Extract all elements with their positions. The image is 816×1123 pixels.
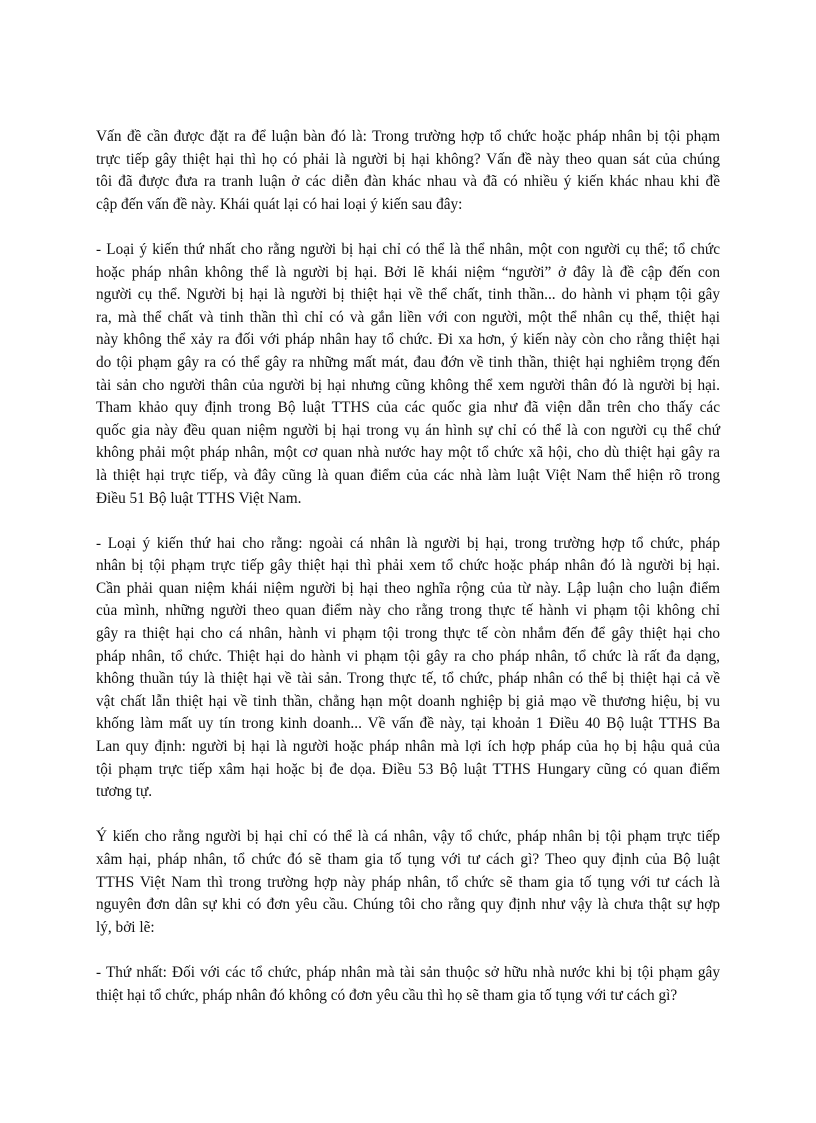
text-line: Cần phải quan niệm khái niệm người bị hại theo nghĩa rộng của từ này. Lập luận cho luận điểm [96, 579, 720, 597]
text-line: lý, bởi lẽ: [96, 918, 155, 936]
text-line: - Thứ nhất: Đối với các tổ chức, pháp nhân mà tài sản thuộc sở hữu nhà nước khi bị tội phạm gây [96, 963, 720, 981]
text-line: Ý kiến cho rằng người bị hại chỉ có thể là cá nhân, vậy tổ chức, pháp nhân bị tội phạm trực tiếp [96, 828, 720, 846]
text-line: vật chất lẫn thiệt hại về tinh thần, chẳng hạn một doanh nghiệp bị giả mạo về thương hiệu, bị vu [96, 692, 720, 710]
paragraph-intro [96, 126, 720, 216]
text-line: Tham khảo quy định trong Bộ luật TTHS của các quốc gia như đã viện dẫn trên cho thấy các [96, 399, 720, 417]
text-line: tội phạm trực tiếp xâm hại hoặc bị đe dọa. Điều 53 Bộ luật TTHS Hungary cũng có quan điểm [96, 760, 720, 778]
text-line: trực tiếp gây thiệt hại thì họ có phải là người bị hại không? Vấn đề này theo quan sát của chúng [96, 150, 720, 168]
text-line: nhân bị tội phạm trực tiếp gây thiệt hại thì phải xem tổ chức hoặc pháp nhân đó là người bị hại. [96, 557, 720, 575]
text-line: tương tự. [96, 783, 153, 801]
text-line: nguyên đơn dân sự khi có đơn yêu cầu. Chúng tôi cho rằng quy định như vậy là chưa thật sự hợp [96, 896, 720, 914]
text-line: xâm hại, pháp nhân, tổ chức đó sẽ tham gia tố tụng với tư cách gì? Theo quy định của Bộ luật [96, 851, 720, 868]
text-line: Điều 51 Bộ luật TTHS Việt Nam. [96, 489, 302, 507]
text-line: tôi đã được đưa ra tranh luận ở các diễn đàn khác nhau và đã có nhiều ý kiến khác nhau khi đề [96, 173, 720, 191]
text-line: pháp nhân, tổ chức. Thiệt hại do hành vi phạm tội gây ra cho pháp nhân, tổ chức là rất đa dạng, [96, 647, 720, 665]
text-line: do tội phạm gây ra có thể gây ra những mất mát, đau đớn về tinh thần, thiệt hại nghiêm trọng đến [96, 353, 720, 371]
text-line: hoặc pháp nhân không thể là người bị hại. Bởi lẽ khái niệm “người” ở đây là đề cập đến con [96, 263, 720, 281]
text-line: quốc gia này đều quan niệm người bị hại trong vụ án hình sự chỉ có thể là con người cụ thể chứ [96, 421, 720, 439]
paragraph-first-opinion [96, 239, 720, 510]
text-line: - Loại ý kiến thứ hai cho rằng: ngoài cá nhân là người bị hại, trong trường hợp tổ chức, pháp [96, 534, 720, 552]
text-line: Vấn đề cần được đặt ra để luận bàn đó là: Trong trường hợp tổ chức hoặc pháp nhân bị tội phạm [96, 128, 720, 145]
text-line: khống làm mất uy tín trong kinh doanh... Về vấn đề này, tại khoản 1 Điều 40 Bộ luật TTHS Ba [96, 715, 720, 733]
text-line: thiệt hại tổ chức, pháp nhân đó không có đơn yêu cầu thì họ sẽ tham gia tố tụng với tư cách gì? [96, 986, 678, 1004]
paragraph-second-opinion [96, 533, 720, 804]
text-line: này không thể xảy ra đối với pháp nhân hay tổ chức. Đi xa hơn, ý kiến này còn cho rằng thiệt hại [96, 331, 720, 349]
text-line: không phải một pháp nhân, một cơ quan nhà nước hay một tổ chức xã hội, cho dù thiệt hại gây ra [96, 444, 720, 462]
text-line: TTHS Việt Nam thì trong trường hợp này pháp nhân, tổ chức sẽ tham gia tố tụng với tư cách là [96, 873, 720, 891]
text-line: là thiệt hại trực tiếp, và đây cũng là quan điểm của các nhà làm luật Việt Nam thể hiện rõ trong [96, 466, 720, 484]
text-line: cập đến vấn đề này. Khái quát lại có hai loại ý kiến sau đây: [96, 195, 463, 213]
text-line: - Loại ý kiến thứ nhất cho rằng người bị hại chỉ có thể là thể nhân, một con người cụ thể; tổ chức [96, 240, 720, 258]
document-page [96, 126, 720, 1030]
text-line: tài sản cho người thân của người bị hại nhưng cũng không thể xem người thân đó là người bị hại. [96, 376, 720, 394]
text-line: người cụ thể. Người bị hại là người bị thiệt hại về thể chất, tinh thần... do hành vi phạm tội gây [96, 286, 720, 304]
text-line: Lan quy định: người bị hại là người hoặc pháp nhân mà lợi ích hợp pháp của họ bị hậu quả của [96, 738, 720, 756]
paragraph-first-reason [96, 962, 720, 1007]
text-line: ra, mà thể chất và tinh thần thì chỉ có và gắn liền với con người, một thể nhân cụ thể, thiệt hại [96, 308, 720, 326]
text-line: của mình, những người theo quan điểm này cho rằng trong thực tế hành vi phạm tội không chỉ [96, 602, 720, 620]
paragraph-question [96, 826, 720, 939]
text-line: không thuần túy là thiệt hại về tài sản. Trong thực tế, tổ chức, pháp nhân có thể bị thiệt hại cả về [96, 670, 720, 688]
text-line: gây ra thiệt hại cho cá nhân, hành vi phạm tội trong thực tế còn nhắm đến để gây thiệt hại cho [96, 625, 720, 643]
